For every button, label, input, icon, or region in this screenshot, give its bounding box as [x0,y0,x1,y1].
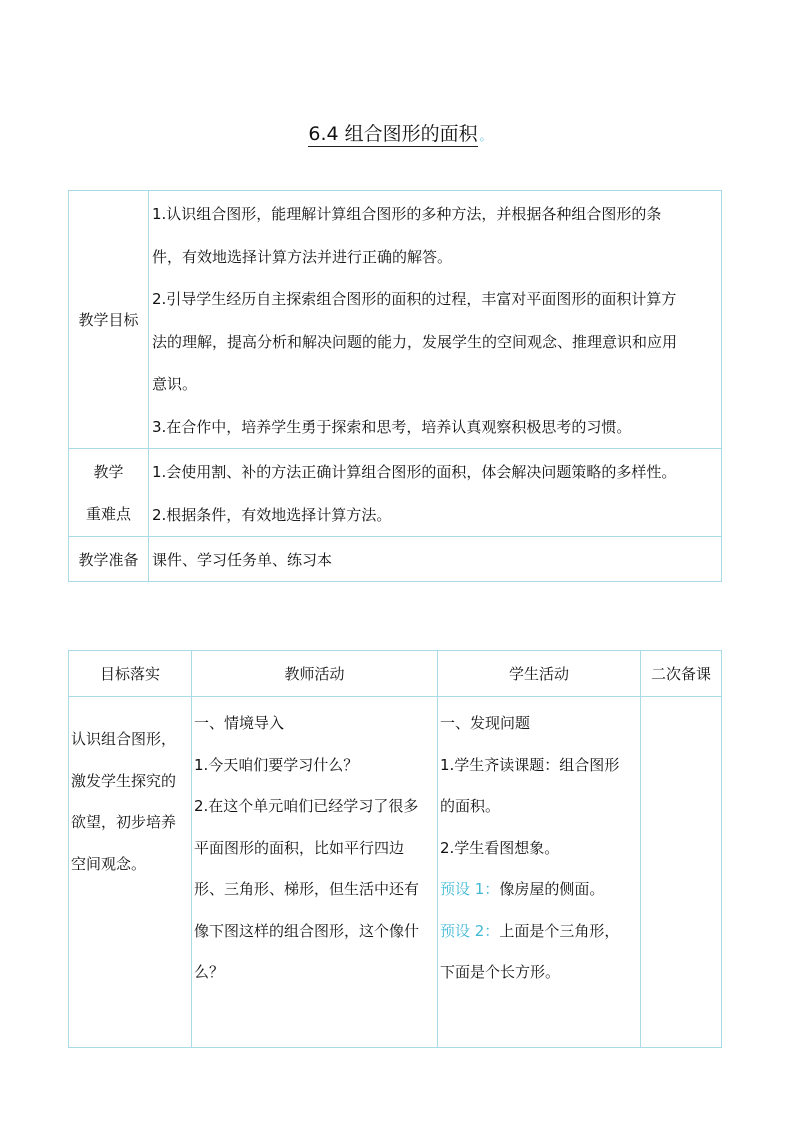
activity-table [68,650,722,1048]
objectives-content [149,191,722,449]
header-goal: 目标落实 [69,651,192,697]
objective-line: 3.在合作中，培养学生勇于探索和思考，培养认真观察积极思考的习惯。 [152,417,632,436]
student-cell [438,697,641,1048]
title-text: 6.4 组合图形的面积 [308,123,478,145]
goal-line: 激发学生探究的 [71,771,177,790]
key-point-line: 2.根据条件，有效地选择计算方法。 [152,505,392,524]
student-line: 下面是个长方形。 [440,963,561,981]
activity-row [69,697,722,1048]
objective-line: 意识。 [152,375,198,393]
student-line: 的面积。 [440,797,501,815]
teacher-line: 2.在这个单元咱们已经学习了很多 [194,797,419,815]
header-student: 学生活动 [438,651,641,697]
objectives-label: 教学目标 [69,191,149,449]
key-points-content [149,449,722,537]
preset-2-label: 预设 2： [440,921,500,940]
title-mark: 。 [479,129,492,143]
teacher-line: 么？ [194,963,225,981]
goal-cell [69,697,192,1048]
activity-header-row [69,651,722,697]
objectives-table [68,190,722,582]
preset-2 [440,911,638,953]
preset-2-text: 上面是个三角形， [499,921,620,940]
preset-1-label: 预设 1： [440,880,500,898]
objective-line: 法的理解，提高分析和解决问题的能力，发展学生的空间观念、推理意识和应用 [152,332,678,351]
revision-cell [641,697,722,1048]
key-points-label [69,449,149,537]
teacher-cell [192,697,438,1048]
key-point-line: 1.会使用割、补的方法正确计算组合图形的面积，体会解决问题策略的多样性。 [152,463,677,481]
goal-line: 空间观念。 [71,854,147,873]
objective-line: 1.认识组合图形，能理解计算组合图形的多种方法，并根据各种组合图形的条 [152,205,662,223]
teacher-line: 平面图形的面积，比如平行四边 [194,838,405,857]
header-revision: 二次备课 [641,651,722,697]
goal-line: 欲望，初步培养 [71,813,177,831]
objective-line: 件，有效地选择计算方法并进行正确的解答。 [152,247,453,266]
objectives-row [69,191,722,449]
student-heading: 一、发现问题 [440,714,531,732]
student-line: 1.学生齐读课题：组合图形 [440,755,620,774]
teacher-line: 像下图这样的组合图形，这个像什 [194,921,420,940]
objective-line: 2.引导学生经历自主探索组合图形的面积的过程，丰富对平面图形的面积计算方 [152,290,677,308]
key-points-label-line: 重难点 [85,504,131,523]
preparation-content: 课件、学习任务单、练习本 [149,537,722,582]
preparation-label: 教学准备 [69,537,149,582]
preset-1 [440,869,638,911]
preset-1-text: 像房屋的侧面。 [499,880,605,898]
student-line: 2.学生看图想象。 [440,838,560,857]
teacher-line: 1.今天咱们要学习什么？ [194,755,359,774]
header-teacher: 教师活动 [192,651,438,697]
key-points-label-line: 教学 [93,462,124,481]
key-points-row [69,449,722,537]
page-title [0,120,800,150]
goal-line: 认识组合图形， [71,730,177,748]
teacher-line: 形、三角形、梯形，但生活中还有 [194,880,420,898]
preparation-row [69,537,722,582]
teacher-line: 一、情境导入 [194,714,285,732]
